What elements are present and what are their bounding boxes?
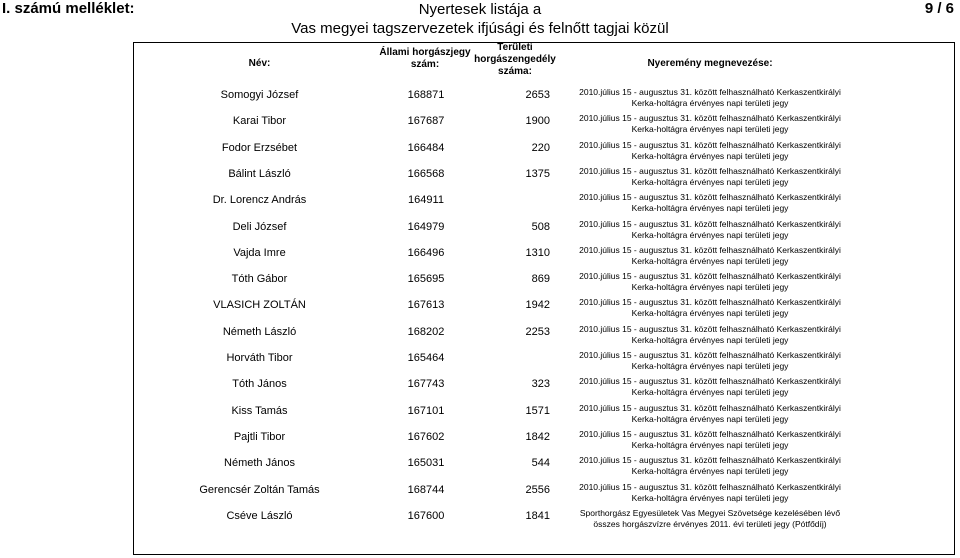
state-license-number: 167600: [407, 509, 445, 522]
prize-line-1: 2010.július 15 - augusztus 31. között felhasználható Kerkaszentkirályi: [579, 165, 841, 176]
territorial-permit-number: 2653: [525, 89, 550, 101]
prize-description: [570, 350, 850, 372]
state-license-number: 166568: [407, 167, 445, 180]
prize-line-2: Kerka-holtágra érvényes napi területi jegy: [631, 255, 789, 266]
table-row: [0, 456, 960, 482]
winner-name: Németh János: [224, 457, 295, 470]
winner-name: Bálint László: [228, 167, 291, 180]
state-license-number: 167101: [407, 404, 445, 417]
territorial-permit-number: 508: [531, 220, 550, 233]
winner-name: Somogyi József: [220, 89, 299, 101]
prize-line-2: Kerka-holtágra érvényes napi területi jegy: [631, 282, 789, 293]
prize-line-1: 2010.július 15 - augusztus 31. között felhasználható Kerkaszentkirályi: [579, 350, 841, 360]
prize-line-1: 2010.július 15 - augusztus 31. között felhasználható Kerkaszentkirályi: [579, 271, 841, 282]
territorial-permit-number: 1375: [525, 167, 550, 180]
prize-line-1: 2010.július 15 - augusztus 31. között felhasználható Kerkaszentkirályi: [579, 192, 841, 203]
prize-line-2: Kerka-holtágra érvényes napi területi jegy: [631, 361, 789, 371]
table-row: [0, 88, 960, 114]
prize-line-1: 2010.július 15 - augusztus 31. között felhasználható Kerkaszentkirályi: [579, 297, 841, 308]
prize-line-2: Kerka-holtágra érvényes napi területi jegy: [631, 98, 789, 108]
prize-description: [570, 140, 850, 162]
state-license-number: 164911: [408, 194, 444, 207]
prize-description: [570, 245, 850, 267]
col-header-state-license: [370, 47, 480, 71]
prize-line-1: 2010.július 15 - augusztus 31. között felhasználható Kerkaszentkirályi: [579, 218, 841, 229]
state-license-number: 167602: [407, 430, 445, 443]
table-row: [0, 377, 960, 403]
table-row: [0, 404, 960, 430]
winner-name: Karai Tibor: [232, 115, 287, 128]
table-row: [0, 483, 960, 509]
territorial-permit-number: 1842: [525, 430, 550, 443]
prize-description: [570, 324, 850, 346]
prize-line-2: Kerka-holtágra érvényes napi területi jegy: [631, 413, 789, 424]
prize-line-2: Kerka-holtágra érvényes napi területi jegy: [631, 176, 789, 187]
prize-description: [570, 87, 850, 109]
state-license-number: 167687: [407, 115, 445, 128]
winner-name: Vajda Imre: [233, 246, 286, 259]
territorial-permit-number: 2253: [525, 325, 550, 338]
state-license-number: 166484: [407, 141, 445, 154]
title-line-1: Nyertesek listája a: [418, 1, 542, 18]
winner-name: Tóth János: [232, 378, 287, 391]
table-row: [0, 272, 960, 298]
prize-line-2: Kerka-holtágra érvényes napi területi jegy: [631, 150, 789, 161]
col-header-terr-line3: száma:: [498, 66, 532, 77]
prize-line-2: összes horgászvízre érvényes 2011. évi területi jegy (Pótfődíj): [593, 518, 827, 529]
prize-description: [570, 376, 850, 398]
prize-line-2: Kerka-holtágra érvényes napi területi jegy: [631, 203, 789, 214]
prize-line-2: Kerka-holtágra érvényes napi területi jegy: [631, 492, 789, 503]
winner-name: Cséve László: [226, 509, 293, 522]
prize-line-1: 2010.július 15 - augusztus 31. között felhasználható Kerkaszentkirályi: [579, 323, 841, 334]
territorial-permit-number: 2556: [525, 483, 550, 496]
state-license-number: 168871: [407, 89, 445, 101]
winner-name: Pajtli Tibor: [233, 430, 286, 443]
prize-description: [570, 192, 850, 214]
territorial-permit-number: 220: [531, 141, 550, 154]
state-license-number: 165464: [407, 352, 445, 364]
territorial-permit-number: 1900: [525, 115, 550, 128]
prize-line-1: 2010.július 15 - augusztus 31. között felhasználható Kerkaszentkirályi: [579, 139, 841, 150]
prize-description: [570, 113, 850, 135]
territorial-permit-number: 869: [531, 273, 550, 286]
col-header-prize: Nyeremény megnevezése:: [647, 58, 773, 69]
prize-line-1: 2010.július 15 - augusztus 31. között felhasználható Kerkaszentkirályi: [579, 428, 841, 439]
prize-line-2: Kerka-holtágra érvényes napi területi jegy: [631, 124, 789, 135]
prize-line-1: 2010.július 15 - augusztus 31. között felhasználható Kerkaszentkirályi: [579, 455, 841, 466]
prize-line-1: 2010.július 15 - augusztus 31. között felhasználható Kerkaszentkirályi: [579, 113, 841, 124]
winner-name: Horváth Tibor: [226, 352, 293, 364]
state-license-number: 166496: [407, 246, 445, 259]
annex-label: I. számú melléklet:: [2, 0, 135, 17]
prize-line-2: Kerka-holtágra érvényes napi területi jegy: [631, 439, 789, 450]
col-header-state-line1: Állami horgászjegy: [379, 47, 471, 58]
prize-description: [570, 403, 850, 425]
col-header-terr-line1: Területi: [497, 42, 533, 53]
prize-line-2: Kerka-holtágra érvényes napi területi jegy: [631, 308, 789, 319]
col-header-terr-line2: horgászengedély: [474, 54, 556, 65]
prize-line-2: Kerka-holtágra érvényes napi területi jegy: [631, 466, 789, 477]
winner-name: Tóth Gábor: [231, 273, 288, 286]
prize-line-1: 2010.július 15 - augusztus 31. között felhasználható Kerkaszentkirályi: [579, 481, 841, 492]
table-row: [0, 193, 960, 219]
page-number: 9 / 6: [924, 0, 954, 17]
table-row: [0, 114, 960, 140]
winner-name: Dr. Lorencz András: [212, 194, 307, 207]
territorial-permit-number: 1571: [525, 404, 550, 417]
winner-name: Kiss Tamás: [231, 404, 288, 417]
territorial-permit-number: 544: [531, 457, 550, 470]
prize-description: [570, 166, 850, 188]
prize-line-2: Kerka-holtágra érvényes napi területi jegy: [631, 387, 789, 398]
col-header-territorial-permit: [465, 42, 565, 78]
prize-line-1: Sporthorgász Egyesületek Vas Megyei Szövetsége kezelésében lévő: [579, 507, 841, 518]
prize-description: [570, 219, 850, 241]
prize-description: [570, 508, 850, 530]
state-license-number: 164979: [407, 220, 445, 233]
table-row: [0, 430, 960, 456]
state-license-number: 167743: [407, 378, 445, 391]
winner-name: Gerencsér Zoltán Tamás: [199, 483, 320, 496]
state-license-number: 168744: [407, 483, 445, 496]
prize-description: [570, 482, 850, 504]
table-row: [0, 351, 960, 377]
territorial-permit-number: 1841: [525, 509, 550, 522]
winner-name: Fodor Erzsébet: [221, 141, 298, 154]
prize-description: [570, 297, 850, 319]
table-row: [0, 220, 960, 246]
winner-name: VLASICH ZOLTÁN: [213, 299, 306, 312]
prize-description: [570, 455, 850, 477]
territorial-permit-number: 1942: [525, 299, 550, 312]
prize-line-1: 2010.július 15 - augusztus 31. között felhasználható Kerkaszentkirályi: [579, 376, 841, 387]
winner-name: Németh László: [222, 325, 297, 338]
table-row: [0, 167, 960, 193]
prize-description: [570, 271, 850, 293]
table-row: [0, 141, 960, 167]
prize-line-2: Kerka-holtágra érvényes napi területi jegy: [631, 229, 789, 240]
col-header-state-line2: szám:: [410, 59, 440, 70]
page-title: [0, 0, 960, 38]
territorial-permit-number: 1310: [525, 246, 550, 259]
prize-line-2: Kerka-holtágra érvényes napi területi jegy: [631, 334, 789, 345]
table-row: [0, 509, 960, 535]
state-license-number: 165031: [407, 457, 445, 470]
table-row: [0, 325, 960, 351]
prize-description: [570, 429, 850, 451]
winner-name: Deli József: [232, 220, 287, 233]
prize-line-1: 2010.július 15 - augusztus 31. között felhasználható Kerkaszentkirályi: [579, 87, 841, 97]
prize-line-1: 2010.július 15 - augusztus 31. között felhasználható Kerkaszentkirályi: [579, 244, 841, 255]
state-license-number: 167613: [407, 299, 445, 312]
state-license-number: 165695: [407, 273, 445, 286]
table-row: [0, 246, 960, 272]
territorial-permit-number: 323: [531, 378, 550, 391]
title-line-2: Vas megyei tagszervezetek ifjúsági és felnőtt tagjai közül: [291, 20, 669, 37]
table-row: [0, 298, 960, 324]
state-license-number: 168202: [407, 325, 445, 338]
prize-line-1: 2010.július 15 - augusztus 31. között felhasználható Kerkaszentkirályi: [579, 402, 841, 413]
col-header-name: Név:: [248, 58, 271, 69]
